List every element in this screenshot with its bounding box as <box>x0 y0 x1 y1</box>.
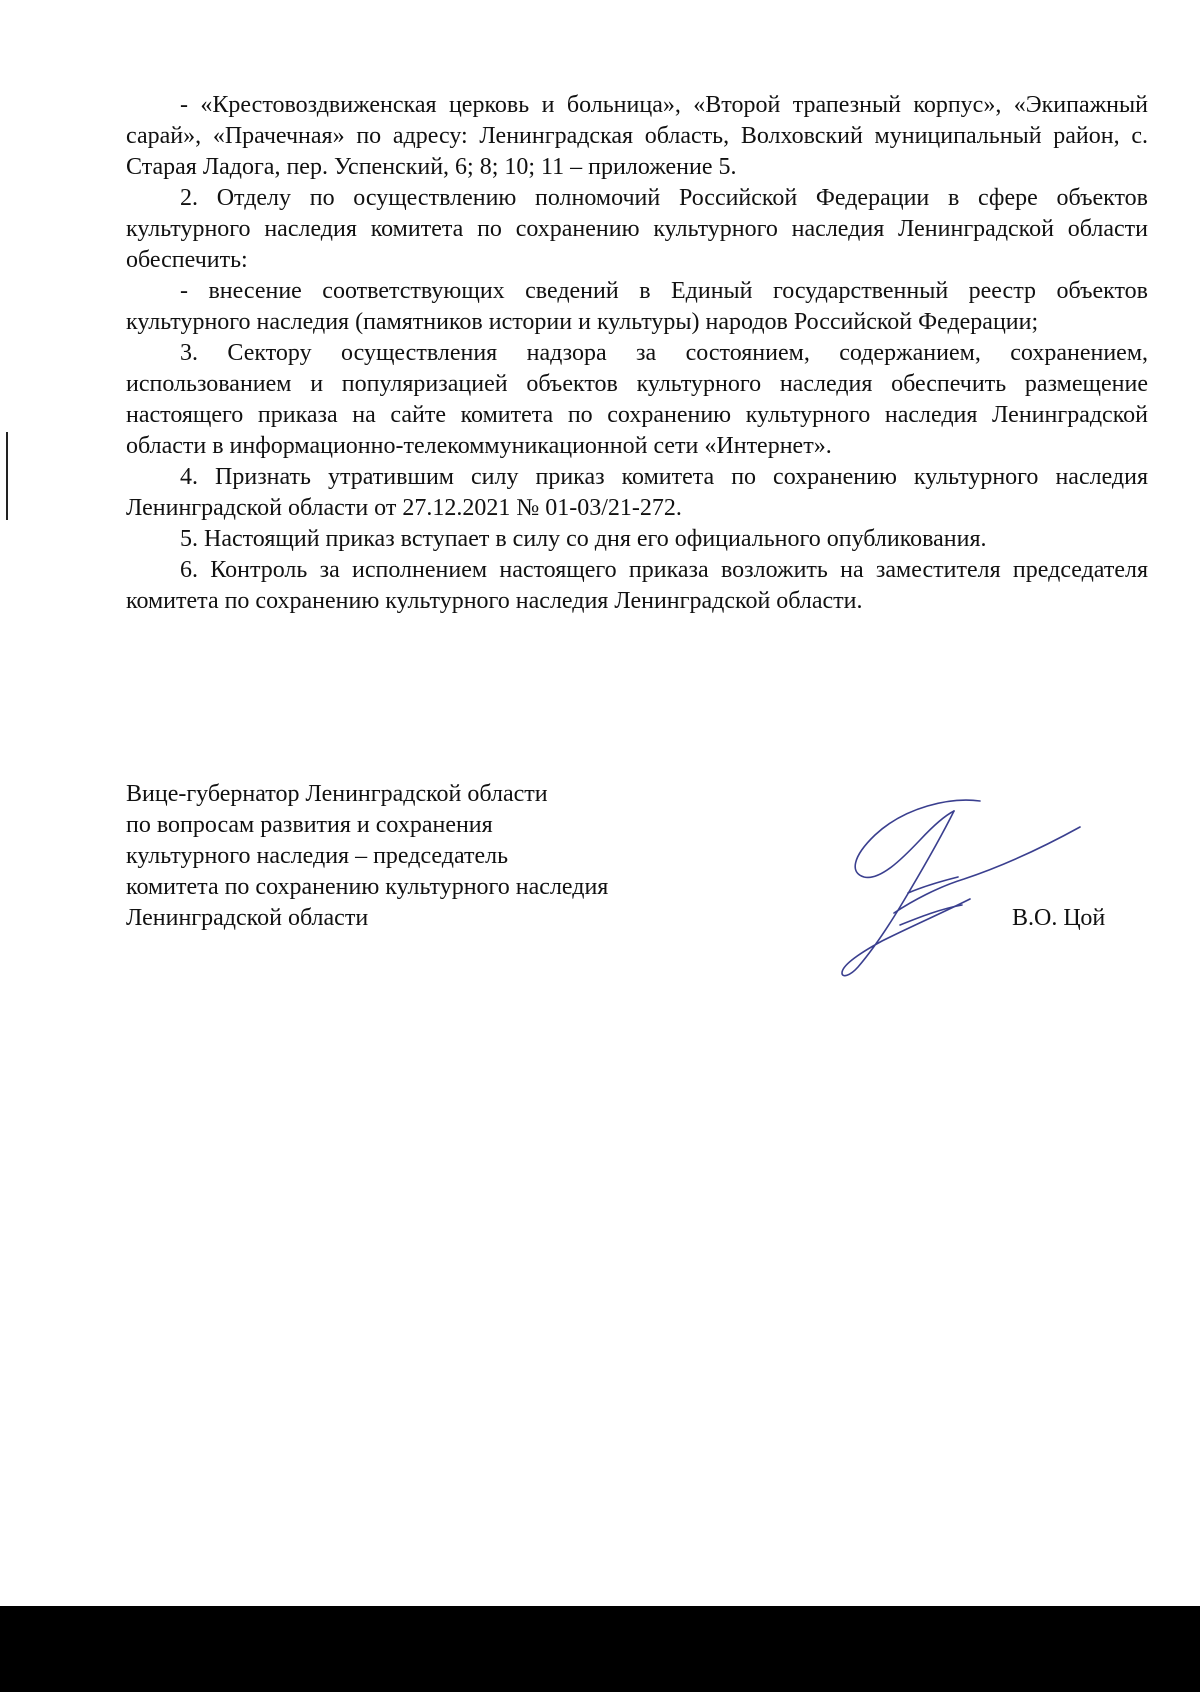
scan-bottom-border <box>0 1606 1200 1692</box>
signer-position-block <box>126 779 746 934</box>
document-body <box>126 90 1148 617</box>
signer-position-line: комитета по сохранению культурного наследия <box>126 874 609 900</box>
scan-edge-mark <box>6 432 8 520</box>
paragraph-item-2-subitem: - внесение соответствующих сведений в Единый государственный реестр объектов культурного наследия (памятников истории и культуры) народов Российской Федерации; <box>126 278 1148 335</box>
signer-position-line: культурного наследия – председатель <box>126 843 509 869</box>
paragraph-item-3: 3. Сектору осуществления надзора за состоянием, содержанием, сохранением, использованием и популяризацией объектов культурного наследия обеспечить размещение настоящего приказа на сайте комитета по сохранению культурного наследия Ленинградской области в информационно-телекоммуникационной сети «Интернет». <box>126 340 1148 459</box>
signer-position-line: по вопросам развития и сохранения <box>126 812 493 838</box>
signer-position-line: Вице-губернатор Ленинградской области <box>126 781 548 807</box>
paragraph-item-5: 5. Настоящий приказ вступает в силу со дня его официального опубликования. <box>180 526 987 552</box>
signer-position-line: Ленинградской области <box>126 905 369 931</box>
paragraph-item-4: 4. Признать утратившим силу приказ комитета по сохранению культурного наследия Ленинградской области от 27.12.2021 № 01-03/21-272. <box>126 464 1148 521</box>
paragraph-item-6: 6. Контроль за исполнением настоящего приказа возложить на заместителя председателя комитета по сохранению культурного наследия Ленинградской области. <box>126 557 1148 614</box>
handwritten-signature <box>830 795 1090 980</box>
signer-name: В.О. Цой <box>1012 905 1106 931</box>
paragraph-appendix-5: - «Крестовоздвиженская церковь и больница», «Второй трапезный корпус», «Экипажный сарай», «Прачечная» по адресу: Ленинградская область, Волховский муниципальный район, с. Старая Ладога, пер. Успенский, 6; 8; 10; 11 – приложение 5. <box>126 92 1148 180</box>
paragraph-item-2: 2. Отделу по осуществлению полномочий Российской Федерации в сфере объектов культурного наследия комитета по сохранению культурного наследия Ленинградской области обеспечить: <box>126 185 1148 273</box>
